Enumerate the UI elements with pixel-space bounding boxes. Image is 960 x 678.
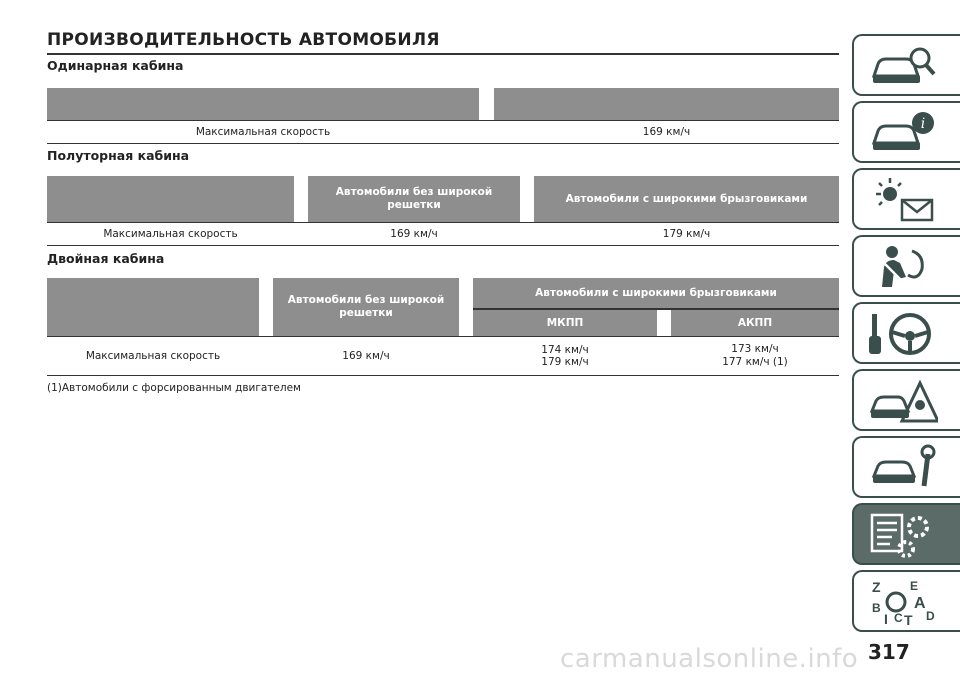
row-label: Максимальная скорость <box>47 120 479 144</box>
warning-lights-message-icon <box>868 176 938 224</box>
seatbelt-airbag-icon <box>868 243 938 291</box>
svg-text:B: B <box>872 601 881 615</box>
car-wrench-icon <box>868 444 938 492</box>
subheader-manual: МКПП <box>473 310 657 336</box>
tab-car-knowledge[interactable] <box>852 34 960 96</box>
header-cell-empty <box>47 278 259 336</box>
row-label: Максимальная скорость <box>47 222 294 246</box>
header-wide-fenders: Автомобили с широкими брызговиками <box>473 278 839 310</box>
page-title: ПРОИЗВОДИТЕЛЬНОСТЬ АВТОМОБИЛЯ <box>47 30 839 55</box>
watermark: carmanualsonline.info <box>560 644 859 674</box>
svg-text:D: D <box>926 609 935 623</box>
manual-value: 174 км/ч <box>541 344 589 356</box>
svg-text:E: E <box>910 579 919 593</box>
row-value: 169 км/ч <box>308 222 520 246</box>
car-breakdown-warning-icon <box>868 377 938 425</box>
svg-text:T: T <box>904 612 913 626</box>
car-info-icon <box>868 109 938 157</box>
tab-emergency[interactable] <box>852 369 960 431</box>
section-title-single-cab: Одинарная кабина <box>47 58 184 73</box>
svg-text:C: C <box>894 611 903 625</box>
section-title-extended-cab: Полуторная кабина <box>47 148 190 163</box>
alphabetical-index-icon <box>868 578 938 626</box>
header-cell-empty <box>47 88 479 120</box>
key-steering-wheel-icon <box>868 310 938 358</box>
extended-cab-table <box>47 176 839 246</box>
manual-value: 179 км/ч <box>541 356 589 368</box>
manual-values <box>473 336 657 376</box>
tab-starting-driving[interactable] <box>852 302 960 364</box>
row-value: 169 км/ч <box>494 120 839 144</box>
svg-text:Z: Z <box>872 579 881 595</box>
svg-text:I: I <box>884 611 888 626</box>
row-value: 169 км/ч <box>273 336 459 376</box>
car-search-icon <box>868 42 938 90</box>
automatic-value: 177 км/ч (1) <box>722 356 788 368</box>
tab-car-info[interactable] <box>852 101 960 163</box>
automatic-value: 173 км/ч <box>731 343 779 355</box>
specs-gears-icon <box>868 511 938 559</box>
tab-index[interactable] <box>852 570 960 632</box>
svg-text:i: i <box>920 116 926 132</box>
page-number: 317 <box>868 640 910 664</box>
footnote: (1)Автомобили с форсированным двигателем <box>47 382 301 394</box>
section-title-double-cab: Двойная кабина <box>47 251 165 266</box>
header-no-wide-grille: Автомобили без широкой решетки <box>308 176 520 222</box>
tab-maintenance[interactable] <box>852 436 960 498</box>
tab-warning-lights[interactable] <box>852 168 960 230</box>
header-no-wide-grille: Автомобили без широкой решетки <box>273 278 459 336</box>
svg-text:A: A <box>914 595 926 612</box>
header-wide-fenders: Автомобили с широкими брызговиками <box>534 176 839 222</box>
single-cab-table <box>47 88 839 144</box>
automatic-values <box>671 336 839 376</box>
subheader-automatic: АКПП <box>671 310 839 336</box>
row-label: Максимальная скорость <box>47 336 259 376</box>
row-value: 179 км/ч <box>534 222 839 246</box>
header-cell-empty <box>494 88 839 120</box>
tab-specifications[interactable] <box>852 503 960 565</box>
double-cab-table <box>47 278 839 376</box>
tab-safety[interactable] <box>852 235 960 297</box>
header-cell-empty <box>47 176 294 222</box>
